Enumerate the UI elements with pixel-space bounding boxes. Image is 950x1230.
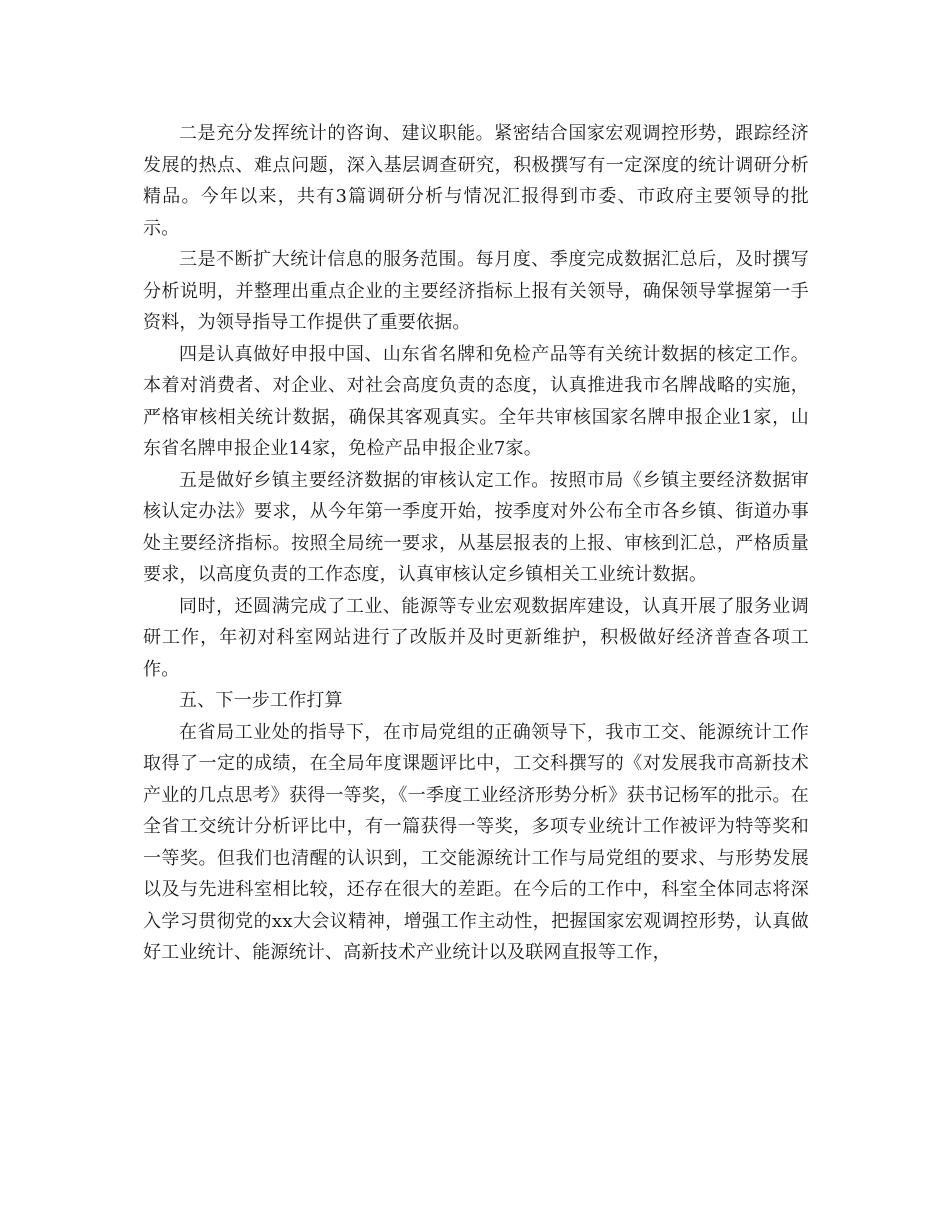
section-heading-next-steps: 五、下一步工作打算 — [179, 690, 343, 711]
paragraph-database-work: 同时，还圆满完成了工业、能源等专业宏观数据库建设，认真开展了服务业调研工作，年初对科室网站进行了改版并及时更新维护，积极做好经济普查各项工作。 — [143, 595, 809, 680]
paragraph-consulting: 二是充分发挥统计的咨询、建议职能。紧密结合国家宏观调控形势，跟踪经济发展的热点、难点问题，深入基层调查研究，积极撰写有一定深度的统计调研分析精品。今年以来，共有3篇调研分析与情况汇报得到市委、市政府主要领导的批示。 — [143, 123, 809, 239]
paragraph-next-steps: 在省局工业处的指导下，在市局党组的正确领导下，我市工交、能源统计工作取得了一定的成绩，在全局年度课题评比中，工交科撰写的《对发展我市高新技术产业的几点思考》获得一等奖，《一季度工业经济形势分析》获书记杨军的批示。在全省工交统计分析评比中，有一篇获得一等奖，多项专业统计工作被评为特等奖和一等奖。但我们也清醒的认识到，工交能源统计工作与局党组的要求、与形势发展以及与先进科室相比较，还存在很大的差距。在今后的工作中，科室全体同志将深入学习贯彻党的xx大会议精神，增强工作主动性，把握国家宏观调控形势，认真做好工业统计、能源统计、高新技术产业统计以及联网直报等工作， — [143, 721, 809, 963]
paragraph-brand-verification: 四是认真做好申报中国、山东省名牌和免检产品等有关统计数据的核定工作。本着对消费者、对企业、对社会高度负责的态度，认真推进我市名牌战略的实施，严格审核相关统计数据，确保其客观真实。全年共审核国家名牌申报企业1家，山东省名牌申报企业14家，免检产品申报企业7家。 — [143, 343, 809, 459]
paragraph-township-data: 五是做好乡镇主要经济数据的审核认定工作。按照市局《乡镇主要经济数据审核认定办法》要求，从今年第一季度开始，按季度对外公布全市各乡镇、街道办事处主要经济指标。按照全局统一要求，从基层报表的上报、审核到汇总，严格质量要求，以高度负责的工作态度，认真审核认定乡镇相关工业统计数据。 — [143, 469, 809, 585]
document-body — [143, 118, 809, 969]
paragraph-service-scope: 三是不断扩大统计信息的服务范围。每月度、季度完成数据汇总后，及时撰写分析说明，并整理出重点企业的主要经济指标上报有关领导，确保领导掌握第一手资料，为领导指导工作提供了重要依据。 — [143, 249, 809, 333]
